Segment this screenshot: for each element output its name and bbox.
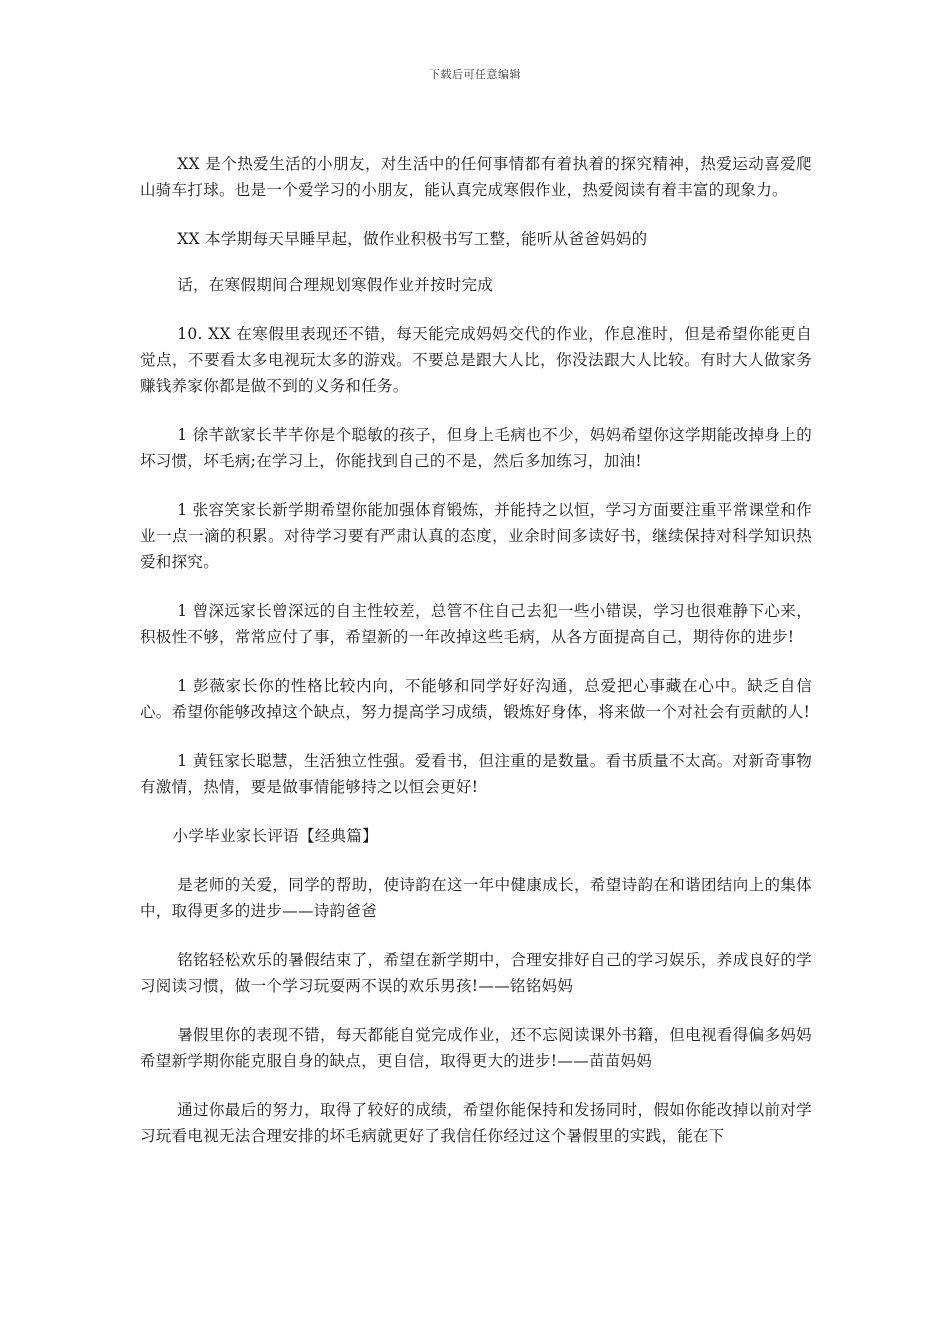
section-paragraph-2: 铭铭轻松欢乐的暑假结束了，希望在新学期中，合理安排好自己的学习娱乐，养成良好的学习阅读习惯，做一个学习玩耍两不误的欢乐男孩!——铭铭妈妈 [140, 951, 812, 995]
paragraph-3: 话，在寒假期间合理规划寒假作业并按时完成 [177, 276, 494, 294]
paragraph-9: 1 黄钰家长聪慧，生活独立性强。爱看书，但注重的是数量。看书质量不太高。对新奇事物有激情，热情，要是做事情能够持之以恒会更好! [140, 752, 812, 796]
section-heading: 小学毕业家长评语【经典篇】 [172, 827, 378, 845]
paragraph-8: 1 彭薇家长你的性格比较内向，不能够和同学好好沟通，总爱把心事藏在心中。缺乏自信心。希望你能够改掉这个缺点，努力提高学习成绩，锻炼好身体，将来做一个对社会有贡献的人! [140, 677, 812, 721]
section-paragraph-3: 暑假里你的表现不错，每天都能自觉完成作业，还不忘阅读课外书籍，但电视看得偏多妈妈希望新学期你能克服自身的缺点，更自信，取得更大的进步!——苗苗妈妈 [140, 1026, 812, 1070]
section-paragraph-1: 是老师的关爱，同学的帮助，使诗韵在这一年中健康成长，希望诗韵在和谐团结向上的集体中，取得更多的进步——诗韵爸爸 [140, 876, 812, 920]
paragraph-5: 1 徐芊歆家长芊芊你是个聪敏的孩子，但身上毛病也不少，妈妈希望你这学期能改掉身上的坏习惯，坏毛病;在学习上，你能找到自己的不是，然后多加练习，加油! [140, 426, 812, 470]
paragraph-6: 1 张容笑家长新学期希望你能加强体育锻炼，并能持之以恒，学习方面要注重平常课堂和作业一点一滴的积累。对待学习要有严肃认真的态度，业余时间多读好书，继续保持对科学知识热爱和探究。 [140, 501, 812, 571]
paragraph-7: 1 曾深远家长曾深远的自主性较差，总管不住自己去犯一些小错误，学习也很难静下心来，积极性不够，常常应付了事，希望新的一年改掉这些毛病，从各方面提高自己，期待你的进步! [140, 602, 812, 646]
paragraph-1: XX 是个热爱生活的小朋友，对生活中的任何事情都有着执着的探究精神，热爱运动喜爱爬山骑车打球。也是一个爱学习的小朋友，能认真完成寒假作业，热爱阅读有着丰富的现象力。 [140, 155, 812, 199]
paragraph-2: XX 本学期每天早睡早起，做作业积极书写工整，能听从爸爸妈妈的 [177, 230, 648, 248]
section-paragraph-4: 通过你最后的努力，取得了较好的成绩，希望你能保持和发扬同时，假如你能改掉以前对学习玩看电视无法合理安排的坏毛病就更好了我信任你经过这个暑假里的实践，能在下 [140, 1101, 812, 1145]
page-header: 下载后可任意编辑 [429, 68, 521, 81]
paragraph-4: 10. XX 在寒假里表现还不错，每天能完成妈妈交代的作业，作息准时，但是希望你能更自觉点，不要看太多电视玩太多的游戏。不要总是跟大人比，你没法跟大人比较。有时大人做家务赚钱养家你都是做不到的义务和任务。 [140, 325, 812, 395]
document-body [140, 151, 812, 1172]
